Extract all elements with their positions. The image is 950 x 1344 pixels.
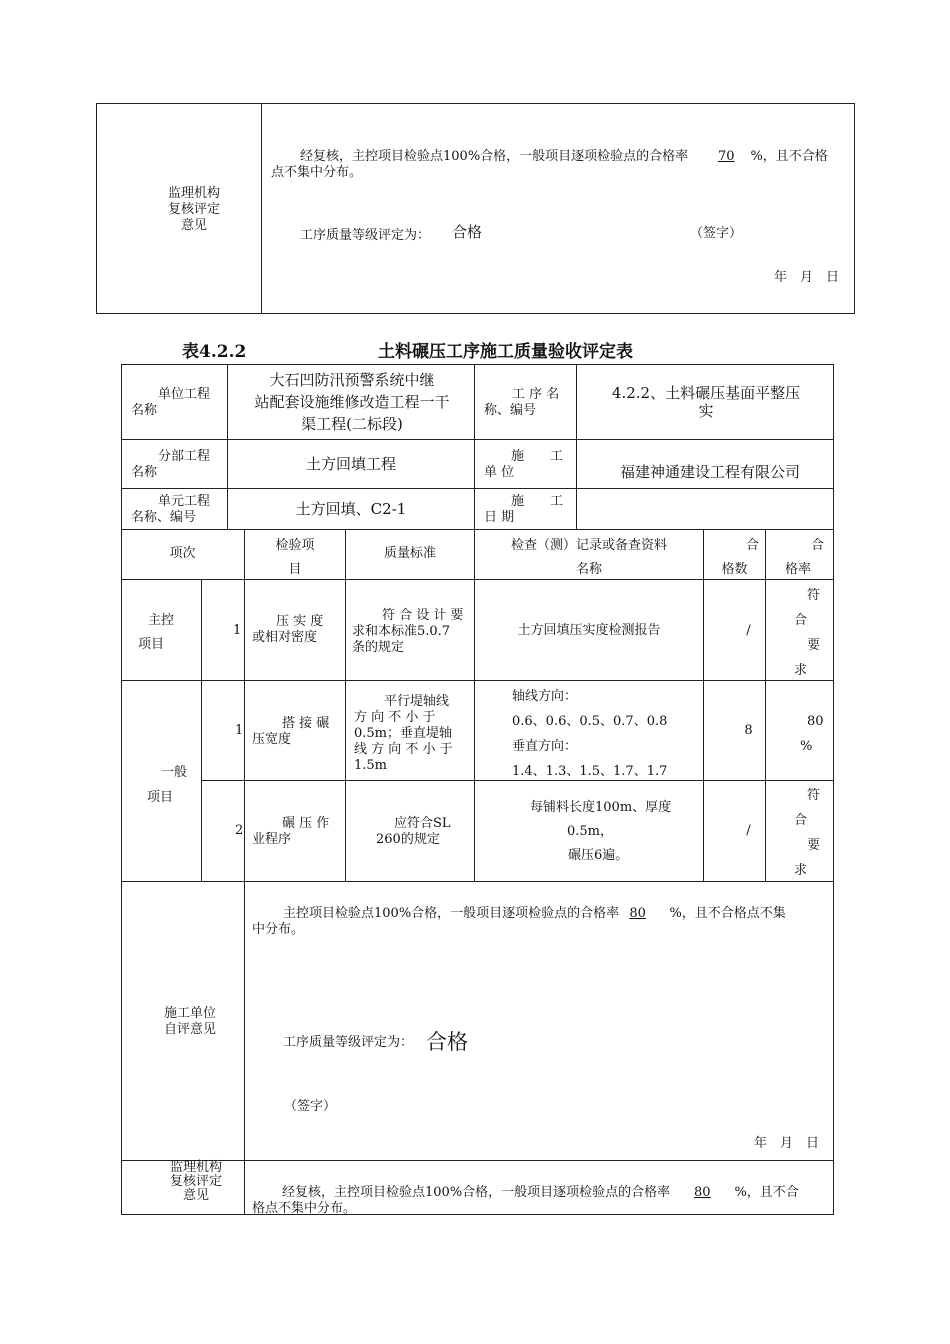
col-standard: 质量标准 [383,546,436,561]
self-eval-line2: 中分布。 [252,922,305,937]
col-record [475,534,703,582]
rate-line: 求 [794,663,808,678]
general-1-count: 8 [744,723,753,738]
label-line: 监理机构 [167,186,220,201]
standard-line: 260的规定 [376,832,440,847]
general-label [147,760,197,810]
label-line: 主控 [148,613,175,628]
pass-rate-value: 70 [718,149,735,164]
supervision-sentence-end: %，且不合 [734,1185,799,1200]
main-control-label [138,609,198,657]
record-line: 碾压6遍。 [568,848,629,863]
check-item-line: 压 实 度 [276,614,324,629]
standard-line: 平行堤轴线 [384,694,450,709]
general-2-record [530,796,702,868]
record-line: 0.5m， [567,824,614,839]
standard-line: 条的规定 [352,640,405,655]
label-line: 名称 [131,403,158,418]
label-line: 工 序 名 [512,387,560,402]
record-line: 0.6、0.6、0.5、0.7、0.8 [512,714,668,729]
divider [261,103,262,314]
rate-line: 符 [807,588,821,603]
top-date: 年 月 日 [774,270,840,285]
top-grade-value: 合格 [452,223,483,241]
self-eval-label [164,1006,242,1038]
element-value: 土方回填、C2-1 [295,500,407,518]
value-line: 大石凹防汛预警系统中继 [269,371,435,389]
main-control-record: 土方回填压实度检测报告 [517,623,661,638]
standard-line: 0.5m；垂直堤轴 [354,726,453,741]
col-line [474,364,475,529]
review-text-end: %，且不合格 [750,149,828,164]
table-number: 表4.2.2 [182,342,247,362]
main-control-check-item [252,614,342,646]
rate-line: 合 [794,613,808,628]
general-2-no: 2 [235,823,244,838]
label-line: 施工单位 [164,1006,217,1021]
label-line: 意见 [183,1188,210,1203]
general-2-count: / [746,823,751,838]
label-line: 意见 [180,218,207,233]
supervision-text [252,1185,830,1217]
header-line: 格率 [785,562,812,577]
self-eval-signature: （签字） [284,1099,337,1114]
row-line [121,529,834,530]
value-line: 4.2.2、土料碾压基面平整压 [611,384,801,402]
col-line [244,529,245,1215]
label-line: 监理机构 [170,1160,223,1175]
rate-line: 求 [794,863,808,878]
date-label [484,494,574,526]
self-eval-grade-value: 合格 [426,1030,468,1054]
col-check-item [245,534,345,582]
main-control-count: / [746,623,751,638]
record-line: 垂直方向： [512,739,578,754]
check-item-line: 搭 接 碾 [282,716,330,731]
value-line: 站配套设施维修改造工程一干 [254,393,450,411]
label-line: 复核评定 [170,1174,223,1189]
col-item: 项次 [169,546,196,561]
header-line: 合 [745,538,759,553]
col-line [201,579,202,881]
col-line [345,529,346,881]
check-item-line: 碾 压 作 [282,816,330,831]
rate-line: 要 [807,638,821,653]
label-line: 名称 [131,465,158,480]
rate-line: 80 [807,714,824,729]
row-line [121,881,834,882]
col-qualified-rate [766,534,834,582]
rate-line: 符 [807,788,821,803]
part-project-label [131,449,221,481]
record-line: 轴线方向： [512,689,578,704]
label-line: 分部工程 [158,449,211,464]
general-1-standard [354,694,466,774]
self-eval-sentence-end: %，且不合格点不集 [669,906,786,921]
review-text: 经复核，主控项目检验点100%合格，一般项目逐项检验点的合格率 [300,149,689,164]
top-grade-label [300,228,430,244]
rate-line: 要 [807,838,821,853]
process-label [484,387,574,419]
general-1-check-item [252,716,342,748]
rate-line: % [800,739,813,754]
supervision-line2: 格点不集中分布。 [252,1201,357,1216]
process-value [596,384,816,420]
contractor-value: 福建神通建设工程有限公司 [620,463,801,481]
label-line: 施 工 [511,494,564,509]
record-line: 每铺料长度100m、厚度 [530,800,672,815]
label-line: 自评意见 [164,1022,217,1037]
main-control-standard [352,608,470,656]
label-line: 单元工程 [158,494,211,509]
label-line: 单位工程 [158,387,211,402]
top-review-label [150,186,238,234]
label-line: 称、编号 [484,403,537,418]
label-line: 项目 [147,790,174,805]
header-line: 合 [810,538,824,553]
value-line: 渠工程(二标段) [301,415,403,433]
header-line: 格数 [721,562,748,577]
standard-line: 线 方 向 不 小 于 [354,742,453,757]
value-line: 实 [698,402,714,420]
unit-project-value [233,369,471,435]
table-title: 土料碾压工序施工质量验收评定表 [378,342,633,362]
general-1-rate [796,709,830,759]
general-2-standard [376,816,470,848]
supervision-rate-value: 80 [694,1185,711,1200]
self-eval-date: 年 月 日 [754,1136,820,1151]
self-eval-text [252,906,830,938]
label-line: 单 位 [484,465,515,480]
header-line: 检验项 [275,538,315,553]
main-control-no: 1 [233,623,242,638]
top-signature: （签字） [690,226,743,241]
label-line: 复核评定 [167,202,220,217]
unit-project-label [131,387,221,419]
standard-line: 方 向 不 小 于 [354,710,436,725]
rate-line: 合 [794,813,808,828]
supervision-sentence: 经复核，主控项目检验点100%合格，一般项目逐项检验点的合格率 [282,1185,671,1200]
main-control-rate [794,583,824,683]
self-eval-sentence: 主控项目检验点100%合格，一般项目逐项检验点的合格率 [283,906,620,921]
grade-prefix: 工序质量等级评定为： [300,228,431,243]
contractor-label [484,449,574,481]
check-item-line: 或相对密度 [252,630,318,645]
label-line: 名称、编号 [131,510,197,525]
label-line: 一般 [161,765,188,780]
col-line [576,364,577,529]
self-eval-grade-label: 工序质量等级评定为： [283,1035,414,1050]
general-1-no: 1 [235,723,244,738]
general-1-record [512,684,702,784]
standard-line: 1.5m [354,758,388,773]
review-text-line2: 点不集中分布。 [271,165,363,180]
self-eval-rate-value: 80 [629,906,646,921]
col-qualified-count [704,534,765,582]
standard-line: 求和本标准5.0.7 [352,624,451,639]
supervision-label [170,1161,236,1203]
general-2-check-item [252,816,342,848]
general-2-rate [794,783,824,883]
element-label [131,494,227,526]
label-line: 施 工 [511,449,564,464]
part-project-value: 土方回填工程 [305,455,396,473]
record-line: 1.4、1.3、1.5、1.7、1.7 [512,764,668,779]
header-line: 名称 [575,562,602,577]
label-line: 项目 [138,637,165,652]
label-line: 日 期 [484,510,515,525]
header-line: 检查（测）记录或备查资料 [510,538,667,553]
standard-line: 符 合 设 计 要 [382,608,464,623]
top-review-text [271,149,851,181]
header-line: 目 [288,562,302,577]
row-line [121,680,834,681]
check-item-line: 压宽度 [252,732,292,747]
standard-line: 应符合SL [394,816,451,831]
check-item-line: 业程序 [252,832,292,847]
